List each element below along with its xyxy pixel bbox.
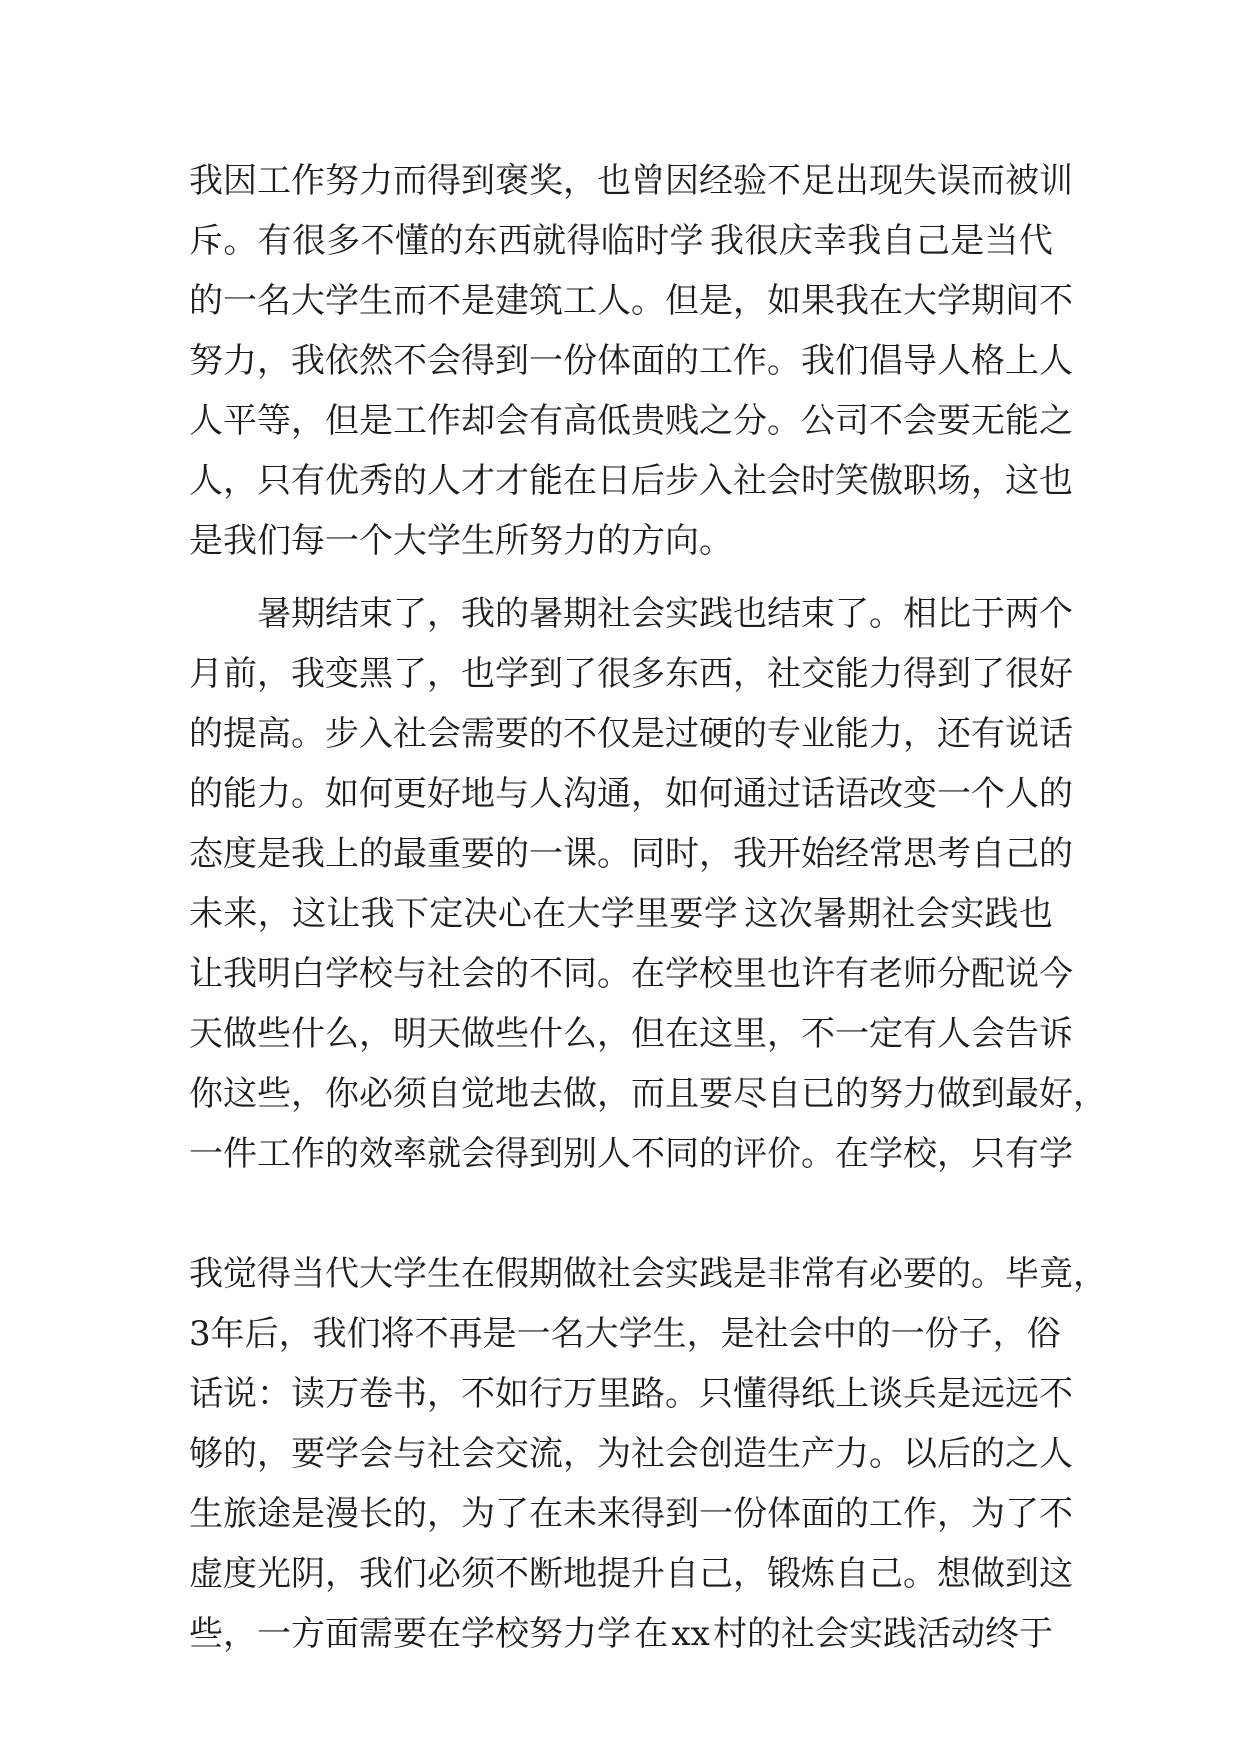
- text-line: 我 觉 得 当 代 大 学 生 在 假 期 做 社 会 实 践 是 非 常 有 必 要 的 。 毕 竟 ，: [189, 1254, 1107, 1294]
- text-line: 话 说 ： 读 万 卷 书 ， 不 如 行 万 里 路 。 只 懂 得 纸 上 谈 兵 是 远 远 不: [189, 1374, 1073, 1414]
- text-line: 你 这 些 ， 你 必 须 自 觉 地 去 做 ， 而 且 要 尽 自 已 的 努 力 做 到 最 好 ，: [189, 1074, 1107, 1114]
- text-line: 的 能 力 。 如 何 更 好 地 与 人 沟 通 ， 如 何 通 过 话 语 改 变 一 个 人 的: [189, 774, 1073, 814]
- text-line: 未 来 ， 这 让 我 下 定 决 心 在 大 学 里 要 学 这 次 暑 期 社 会 实 践 也: [189, 894, 1053, 934]
- text-line: 让 我 明 白 学 校 与 社 会 的 不 同 。 在 学 校 里 也 许 有 老 师 分 配 说 今: [189, 954, 1073, 994]
- text-line: 月 前 ， 我 变 黑 了 ， 也 学 到 了 很 多 东 西 ， 社 交 能 力 得 到 了 很 好: [189, 654, 1073, 694]
- text-line: 态 度 是 我 上 的 最 重 要 的 一 课 。 同 时 ， 我 开 始 经 常 思 考 自 己 的: [189, 834, 1073, 874]
- text-line: 3 年 后 ， 我 们 将 不 再 是 一 名 大 学 生 ， 是 社 会 中 的 一 份 子 ， 俗: [189, 1314, 1061, 1354]
- text-line: 虚 度 光 阴 ， 我 们 必 须 不 断 地 提 升 自 己 ， 锻 炼 自 己 。 想 做 到 这: [189, 1554, 1073, 1594]
- text-line: 天 做 些 什 么 ， 明 天 做 些 什 么 ， 但 在 这 里 ， 不 一 定 有 人 会 告 诉: [189, 1014, 1073, 1054]
- text-line: 我 因 工 作 努 力 而 得 到 褒 奖 ， 也 曾 因 经 验 不 足 出 现 失 误 而 被 训: [189, 161, 1073, 201]
- text-line: 些 ， 一 方 面 需 要 在 学 校 努 力 学 在 xx 村 的 社 会 实 践 活 动 终 于: [189, 1614, 1054, 1654]
- paragraph-1: [189, 157, 1073, 577]
- text-line: 人 平 等 ， 但 是 工 作 却 会 有 高 低 贵 贱 之 分 。 公 司 不 会 要 无 能 之: [189, 401, 1073, 441]
- text-line: [189, 1190, 1053, 1250]
- text-line: 斥 。 有 很 多 不 懂 的 东 西 就 得 临 时 学 我 很 庆 幸 我 自 己 是 当 代: [189, 221, 1053, 261]
- text-line: 够 的 ， 要 学 会 与 社 会 交 流 ， 为 社 会 创 造 生 产 力 。 以 后 的 之 人: [189, 1434, 1073, 1474]
- text-line: 的 一 名 大 学 生 而 不 是 建 筑 工 人 。 但 是 ， 如 果 我 在 大 学 期 间 不: [189, 281, 1073, 321]
- text-line: 是 我 们 每 一 个 大 学 生 所 努 力 的 方 向 。: [189, 521, 733, 561]
- paragraph-2: [189, 590, 1107, 1250]
- text-line: 的 提 高 。 步 入 社 会 需 要 的 不 仅 是 过 硬 的 专 业 能 力 ， 还 有 说 话: [189, 714, 1073, 754]
- text-line: 暑 期 结 束 了 ， 我 的 暑 期 社 会 实 践 也 结 束 了 。 相 比 于 两 个: [257, 594, 1073, 634]
- text-line: 努 力 ， 我 依 然 不 会 得 到 一 份 体 面 的 工 作 。 我 们 倡 导 人 格 上 人: [189, 341, 1073, 381]
- document-body: [189, 157, 1107, 1670]
- text-line: 一 件 工 作 的 效 率 就 会 得 到 别 人 不 同 的 评 价 。 在 学 校 ， 只 有 学: [189, 1134, 1073, 1174]
- text-line: 人 ， 只 有 优 秀 的 人 才 才 能 在 日 后 步 入 社 会 时 笑 傲 职 场 ， 这 也: [189, 461, 1073, 501]
- paragraph-3: [189, 1250, 1107, 1670]
- text-line: 生 旅 途 是 漫 长 的 ， 为 了 在 未 来 得 到 一 份 体 面 的 工 作 ， 为 了 不: [189, 1494, 1073, 1534]
